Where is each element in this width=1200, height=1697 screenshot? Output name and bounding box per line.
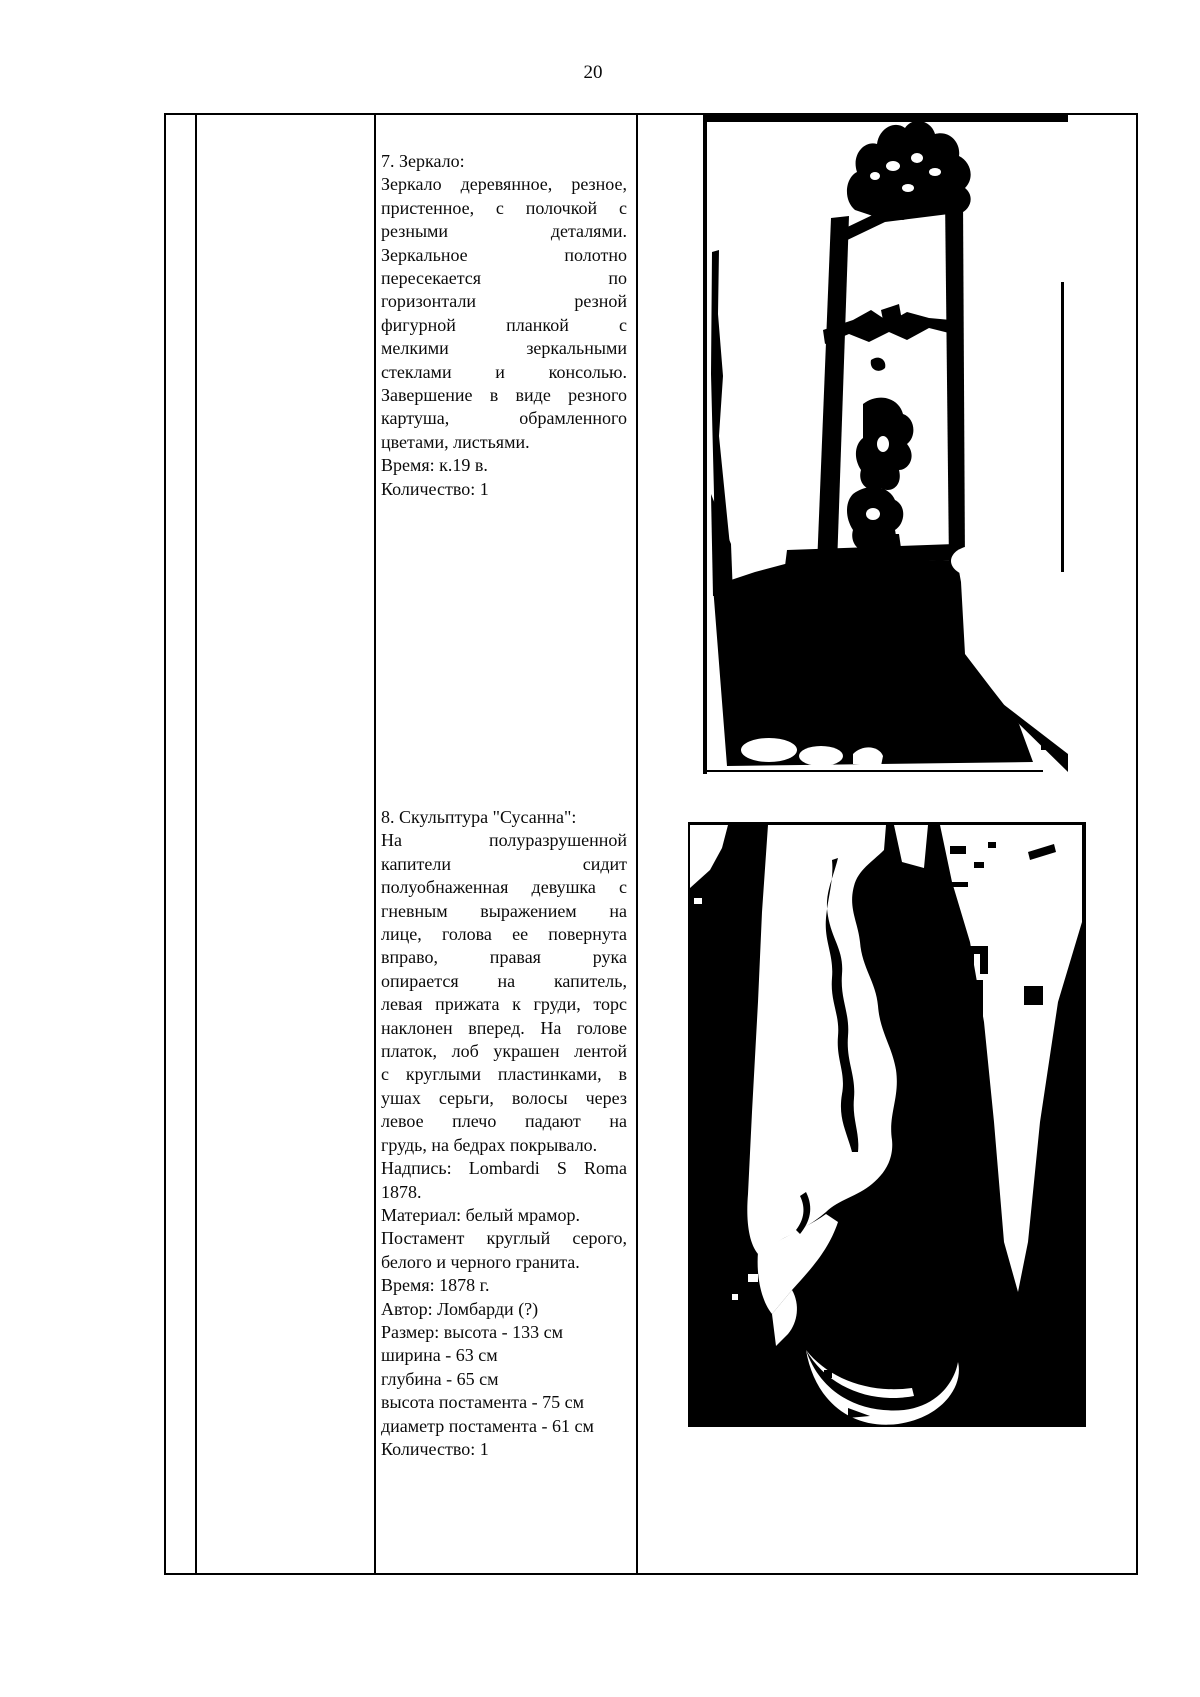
- text-line: На полуразрушенной: [381, 830, 627, 851]
- text-line: ширина - 63 см: [381, 1345, 498, 1366]
- text-line: грудь, на бедрах покрывало.: [381, 1134, 598, 1155]
- mirror-photo: [703, 114, 1068, 774]
- text-line: Зеркальное полотно: [381, 244, 627, 265]
- text-line: Время: 1878 г.: [381, 1275, 490, 1296]
- text-line: капители сидит: [381, 853, 627, 874]
- text-line: пересекается по: [381, 268, 627, 289]
- text-line: высота постамента - 75 см: [381, 1392, 585, 1413]
- text-line: гневным выражением на: [381, 900, 627, 921]
- text-line: вправо, правая рука: [381, 947, 627, 968]
- text-line: платок, лоб украшен лентой: [381, 1041, 627, 1062]
- text-line: Завершение в виде резного: [381, 385, 627, 406]
- text-line: полуобнаженная девушка с: [381, 877, 627, 898]
- text-line: белого и черного гранита.: [381, 1251, 580, 1272]
- text-line: мелкими зеркальными: [381, 338, 627, 359]
- table-column-divider: [195, 115, 197, 1573]
- text-line: 7. Зеркало:: [381, 151, 465, 171]
- text-line: горизонтали резной: [381, 291, 627, 312]
- text-line: опирается на капитель,: [381, 970, 627, 991]
- text-line: Количество: 1: [381, 1438, 489, 1459]
- text-line: с круглыми пластинками, в: [381, 1064, 627, 1085]
- text-line: 8. Скульптура "Сусанна":: [381, 807, 577, 827]
- text-line: левая прижата к груди, торс: [381, 994, 627, 1015]
- text-line: наклонен вперед. На голове: [381, 1017, 627, 1038]
- text-line: ушах серьги, волосы через: [381, 1087, 627, 1108]
- text-line: пристенное, с полочкой с: [381, 197, 627, 218]
- text-line: диаметр постамента - 61 см: [381, 1415, 594, 1436]
- text-line: глубина - 65 см: [381, 1368, 499, 1389]
- text-line: Автор: Ломбарди (?): [381, 1298, 539, 1319]
- sculpture-photo: [688, 822, 1086, 1427]
- table-column-divider: [374, 115, 376, 1573]
- text-line: картуша, обрамленного: [381, 408, 627, 429]
- text-line: Зеркало деревянное, резное,: [381, 174, 627, 195]
- text-line: резными деталями.: [381, 221, 627, 242]
- text-line: 1878.: [381, 1181, 422, 1202]
- text-line: стеклами и консолью.: [381, 361, 627, 382]
- text-line: Постамент круглый серого,: [381, 1228, 627, 1249]
- text-line: Надпись: Lombardi S Roma: [381, 1158, 627, 1179]
- page-number: 20: [583, 62, 603, 83]
- table-column-divider: [636, 115, 638, 1573]
- text-line: Количество: 1: [381, 478, 489, 499]
- entry-8-sculpture-description: [381, 806, 627, 1461]
- text-line: левое плечо падают на: [381, 1111, 627, 1132]
- text-line: Размер: высота - 133 см: [381, 1321, 564, 1342]
- text-line: фигурной планкой с: [381, 314, 627, 335]
- text-line: Материал: белый мрамор.: [381, 1204, 581, 1225]
- entry-7-mirror-description: [381, 150, 627, 501]
- text-line: лице, голова ее повернута: [381, 924, 627, 945]
- text-line: цветами, листьями.: [381, 431, 530, 452]
- text-line: Время: к.19 в.: [381, 455, 488, 476]
